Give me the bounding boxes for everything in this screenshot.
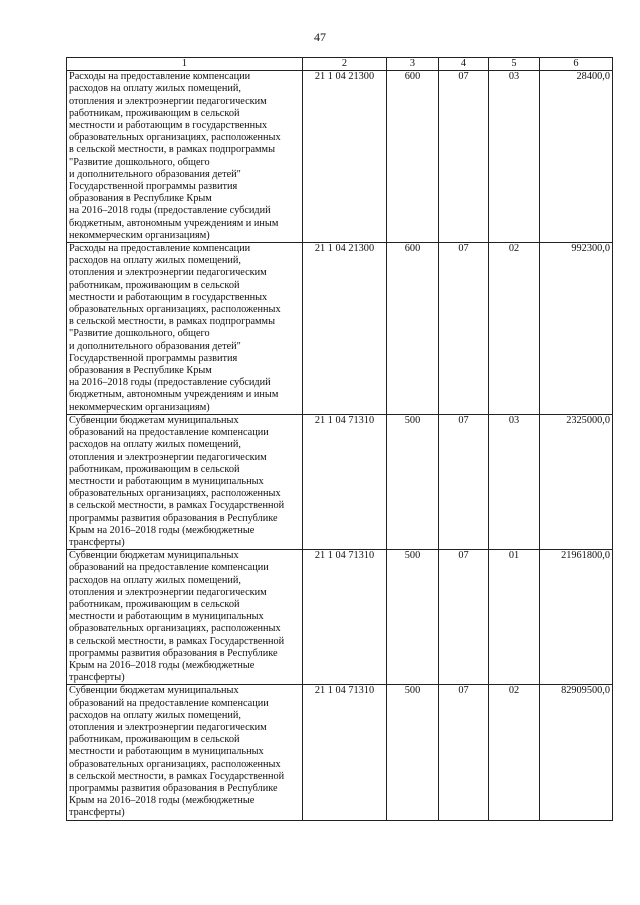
row-expense-type: 500: [387, 550, 439, 685]
row-code: 21 1 04 21300: [303, 71, 387, 243]
row-amount: 21961800,0: [540, 550, 613, 685]
row-section: 07: [439, 550, 489, 685]
row-expense-type: 500: [387, 685, 439, 820]
table-row: [67, 71, 613, 243]
table-row: [67, 685, 613, 820]
column-header-4: 4: [439, 58, 489, 71]
row-description: Расходы на предоставление компенсации расходов на оплату жилых помещений, отопления и электроэнергии педагогическим работникам, проживающим в сельской местности и работающим в государственных образовательных организациях, расположенных в сельской местности, в рамках подпрограммы "Развитие дошкольного, общего и дополнительного образования детей" Государственной программы развития образования в Республике Крым на 2016–2018 годы (предоставление субсидий бюджетным, автономным учреждениям и иным некоммерческим организациям): [67, 71, 303, 243]
table-row: [67, 550, 613, 685]
row-subsection: 01: [489, 550, 540, 685]
row-amount: 28400,0: [540, 71, 613, 243]
row-subsection: 02: [489, 685, 540, 820]
column-header-5: 5: [489, 58, 540, 71]
row-amount: 2325000,0: [540, 414, 613, 549]
row-section: 07: [439, 71, 489, 243]
table-header-row: [67, 58, 613, 71]
row-description: Субвенции бюджетам муниципальных образований на предоставление компенсации расходов на оплату жилых помещений, отопления и электроэнергии педагогическим работникам, проживающим в сельской местности и работающим в муниципальных образовательных организациях, расположенных в сельской местности, в рамках Государственной программы развития образования в Республике Крым на 2016–2018 годы (межбюджетные трансферты): [67, 685, 303, 820]
row-description: Расходы на предоставление компенсации расходов на оплату жилых помещений, отопления и электроэнергии педагогическим работникам, проживающим в сельской местности и работающим в государственных образовательных организациях, расположенных в сельской местности, в рамках подпрограммы "Развитие дошкольного, общего и дополнительного образования детей" Государственной программы развития образования в Республике Крым на 2016–2018 годы (предоставление субсидий бюджетным, автономным учреждениям и иным некоммерческим организациям): [67, 243, 303, 415]
row-subsection: 03: [489, 414, 540, 549]
page-number: 47: [314, 30, 326, 44]
column-header-3: 3: [387, 58, 439, 71]
row-code: 21 1 04 71310: [303, 685, 387, 820]
table-row: [67, 414, 613, 549]
row-subsection: 02: [489, 243, 540, 415]
row-expense-type: 500: [387, 414, 439, 549]
row-code: 21 1 04 21300: [303, 243, 387, 415]
row-expense-type: 600: [387, 71, 439, 243]
row-code: 21 1 04 71310: [303, 414, 387, 549]
column-header-1: 1: [67, 58, 303, 71]
row-section: 07: [439, 414, 489, 549]
row-amount: 992300,0: [540, 243, 613, 415]
row-subsection: 03: [489, 71, 540, 243]
column-header-2: 2: [303, 58, 387, 71]
row-code: 21 1 04 71310: [303, 550, 387, 685]
row-section: 07: [439, 243, 489, 415]
row-expense-type: 600: [387, 243, 439, 415]
table-row: [67, 243, 613, 415]
row-description: Субвенции бюджетам муниципальных образований на предоставление компенсации расходов на оплату жилых помещений, отопления и электроэнергии педагогическим работникам, проживающим в сельской местности и работающим в муниципальных образовательных организациях, расположенных в сельской местности, в рамках Государственной программы развития образования в Республике Крым на 2016–2018 годы (межбюджетные трансферты): [67, 550, 303, 685]
row-amount: 82909500,0: [540, 685, 613, 820]
column-header-6: 6: [540, 58, 613, 71]
row-description: Субвенции бюджетам муниципальных образований на предоставление компенсации расходов на оплату жилых помещений, отопления и электроэнергии педагогическим работникам, проживающим в сельской местности и работающим в муниципальных образовательных организациях, расположенных в сельской местности, в рамках Государственной программы развития образования в Республике Крым на 2016–2018 годы (межбюджетные трансферты): [67, 414, 303, 549]
row-section: 07: [439, 685, 489, 820]
budget-table: [66, 57, 613, 821]
